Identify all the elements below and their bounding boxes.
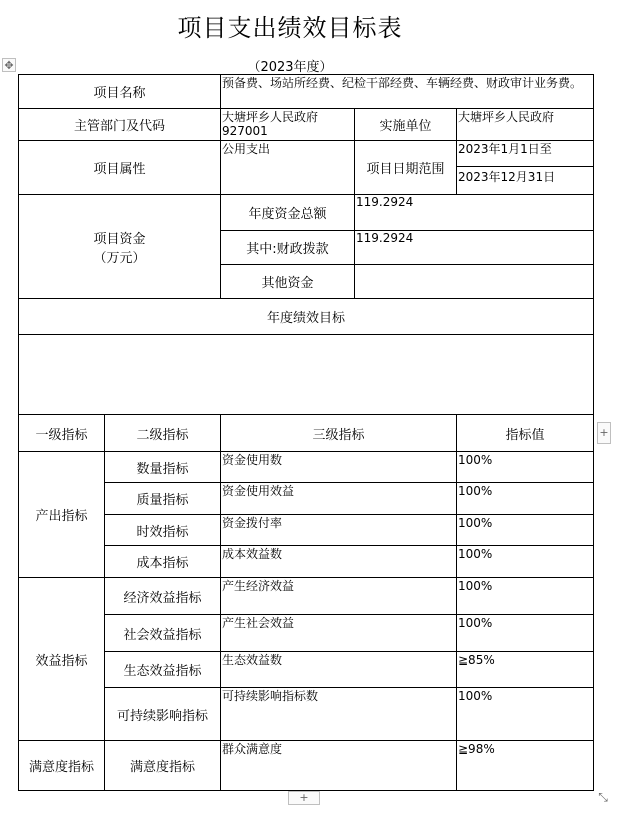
fund-total-value[interactable]: 119.2924 — [355, 195, 594, 231]
row-level3[interactable]: 可持续影响指标数 — [221, 688, 457, 741]
row-level2: 生态效益指标 — [105, 652, 221, 688]
row-level2: 可持续影响指标 — [105, 688, 221, 741]
row-level2: 经济效益指标 — [105, 578, 221, 615]
row-level3[interactable]: 资金使用数 — [221, 452, 457, 483]
header-level2: 二级指标 — [105, 415, 221, 452]
impl-value[interactable]: 大塘坪乡人民政府 — [457, 109, 594, 141]
project-name-label: 项目名称 — [19, 75, 221, 109]
row-value[interactable]: ≧98% — [457, 741, 594, 791]
annual-goal-label: 年度绩效目标 — [19, 299, 594, 335]
row-level2: 数量指标 — [105, 452, 221, 483]
date-start[interactable]: 2023年1月1日至 — [457, 141, 594, 167]
row-value[interactable]: 100% — [457, 546, 594, 578]
performance-table — [18, 74, 594, 791]
row-value[interactable]: 100% — [457, 515, 594, 546]
project-name-value[interactable]: 预备费、场站所经费、纪检干部经费、车辆经费、财政审计业务费。 — [221, 75, 594, 109]
row-level3[interactable]: 产生经济效益 — [221, 578, 457, 615]
fund-label — [19, 195, 221, 299]
row-level3[interactable]: 资金拨付率 — [221, 515, 457, 546]
group-satisfaction-label: 满意度指标 — [19, 741, 105, 791]
fund-other-label: 其他资金 — [221, 265, 355, 299]
table-resize-icon[interactable]: ⤡ — [598, 790, 608, 804]
row-level3[interactable]: 成本效益数 — [221, 546, 457, 578]
add-row-icon[interactable]: + — [288, 791, 320, 805]
row-level2: 质量指标 — [105, 483, 221, 515]
table-move-icon[interactable]: ✥ — [2, 58, 16, 72]
row-value[interactable]: ≧85% — [457, 652, 594, 688]
row-level2: 时效指标 — [105, 515, 221, 546]
group-benefit-label: 效益指标 — [19, 578, 105, 741]
row-level3[interactable]: 生态效益数 — [221, 652, 457, 688]
dept-name: 大塘坪乡人民政府 — [222, 110, 319, 124]
row-level2: 社会效益指标 — [105, 615, 221, 652]
attr-label: 项目属性 — [19, 141, 221, 195]
attr-value[interactable]: 公用支出 — [221, 141, 355, 195]
dept-code: 927001 — [222, 124, 268, 138]
header-level1: 一级指标 — [19, 415, 105, 452]
impl-label: 实施单位 — [355, 109, 457, 141]
row-level2: 成本指标 — [105, 546, 221, 578]
dept-label: 主管部门及代码 — [19, 109, 221, 141]
row-value[interactable]: 100% — [457, 615, 594, 652]
fund-fiscal-label: 其中:财政拨款 — [221, 231, 355, 265]
row-level3[interactable]: 产生社会效益 — [221, 615, 457, 652]
date-end[interactable]: 2023年12月31日 — [457, 167, 594, 195]
group-output-label: 产出指标 — [19, 452, 105, 578]
row-value[interactable]: 100% — [457, 578, 594, 615]
fund-other-value[interactable] — [355, 265, 594, 299]
annual-goal-value[interactable] — [19, 335, 594, 415]
fund-total-label: 年度资金总额 — [221, 195, 355, 231]
fund-label-unit: （万元） — [93, 250, 146, 266]
page-title: 项目支出绩效目标表 — [177, 14, 403, 42]
header-level3: 三级指标 — [221, 415, 457, 452]
row-level2: 满意度指标 — [105, 741, 221, 791]
fund-label-main: 项目资金 — [93, 231, 146, 247]
date-label: 项目日期范围 — [355, 141, 457, 195]
add-column-icon[interactable]: + — [597, 422, 611, 444]
row-value[interactable]: 100% — [457, 452, 594, 483]
row-level3[interactable]: 群众满意度 — [221, 741, 457, 791]
header-value: 指标值 — [457, 415, 594, 452]
row-value[interactable]: 100% — [457, 688, 594, 741]
row-value[interactable]: 100% — [457, 483, 594, 515]
row-level3[interactable]: 资金使用效益 — [221, 483, 457, 515]
fund-fiscal-value[interactable]: 119.2924 — [355, 231, 594, 265]
dept-value[interactable] — [221, 109, 355, 141]
fiscal-year: （2023年度） — [247, 60, 333, 75]
